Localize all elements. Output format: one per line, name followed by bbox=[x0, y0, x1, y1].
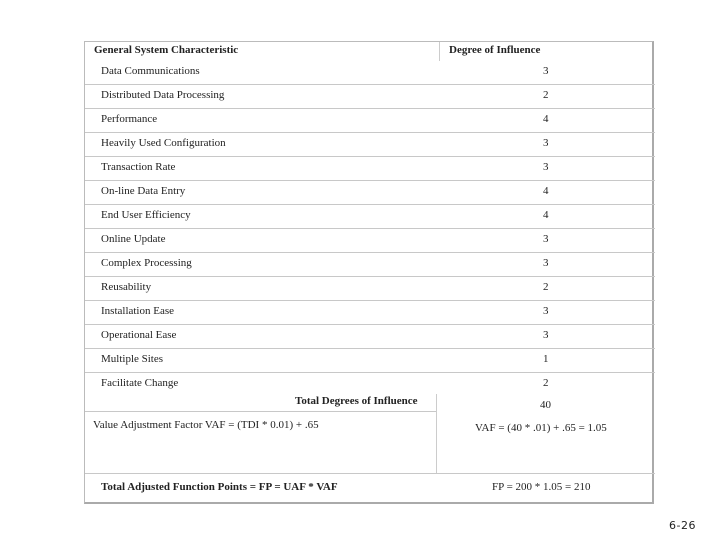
row-label: Transaction Rate bbox=[101, 161, 176, 173]
row-value: 4 bbox=[543, 185, 549, 197]
row-label: Complex Processing bbox=[101, 257, 192, 269]
row-value: 4 bbox=[543, 113, 549, 125]
row-label: Distributed Data Processing bbox=[101, 89, 225, 101]
table-row bbox=[85, 277, 655, 301]
total-degrees-label: Total Degrees of Influence bbox=[295, 395, 418, 407]
table-row bbox=[85, 157, 655, 181]
row-label: Facilitate Change bbox=[101, 377, 179, 389]
row-label: Operational Ease bbox=[101, 329, 177, 341]
row-value: 2 bbox=[543, 89, 549, 101]
vaf-formula-label: Value Adjustment Factor VAF = (TDI * 0.01) + .65 bbox=[93, 419, 319, 431]
row-label: Heavily Used Configuration bbox=[101, 137, 226, 149]
row-value: 2 bbox=[543, 377, 549, 389]
table-row bbox=[85, 109, 655, 133]
table-row bbox=[85, 61, 655, 85]
total-degrees-value: 40 bbox=[540, 399, 551, 411]
table-row bbox=[85, 205, 655, 229]
total-divider bbox=[85, 411, 436, 412]
row-value: 2 bbox=[543, 281, 549, 293]
row-label: Reusability bbox=[101, 281, 152, 293]
row-value: 3 bbox=[543, 137, 549, 149]
row-label: Performance bbox=[101, 113, 158, 125]
summary-divider bbox=[436, 394, 437, 474]
row-label: Data Communications bbox=[101, 65, 200, 77]
header-characteristic: General System Characteristic bbox=[94, 44, 239, 56]
page-number: 6-26 bbox=[669, 519, 696, 532]
function-point-table bbox=[84, 41, 654, 504]
table-row bbox=[85, 349, 655, 373]
table-row bbox=[85, 181, 655, 205]
table-row bbox=[85, 253, 655, 277]
row-label: Installation Ease bbox=[101, 305, 175, 317]
row-value: 3 bbox=[543, 233, 549, 245]
table-row bbox=[85, 373, 655, 397]
row-value: 3 bbox=[543, 257, 549, 269]
row-label: Multiple Sites bbox=[101, 353, 164, 365]
row-value: 4 bbox=[543, 209, 549, 221]
table-row bbox=[85, 325, 655, 349]
row-value: 1 bbox=[543, 353, 549, 365]
fp-formula-value: FP = 200 * 1.05 = 210 bbox=[492, 481, 591, 493]
table-row bbox=[85, 301, 655, 325]
row-value: 3 bbox=[543, 329, 549, 341]
fp-formula-label: Total Adjusted Function Points = FP = UAF * VAF bbox=[101, 481, 338, 493]
header-degree: Degree of Influence bbox=[449, 44, 541, 56]
table-row bbox=[85, 85, 655, 109]
table-row bbox=[85, 229, 655, 253]
row-label: Online Update bbox=[101, 233, 166, 245]
vaf-divider bbox=[85, 473, 655, 474]
table-row bbox=[85, 133, 655, 157]
row-label: End User Efficiency bbox=[101, 209, 191, 221]
vaf-formula-value: VAF = (40 * .01) + .65 = 1.05 bbox=[475, 422, 607, 434]
row-value: 3 bbox=[543, 161, 549, 173]
row-value: 3 bbox=[543, 65, 549, 77]
row-label: On-line Data Entry bbox=[101, 185, 186, 197]
header-divider bbox=[439, 42, 440, 61]
row-value: 3 bbox=[543, 305, 549, 317]
